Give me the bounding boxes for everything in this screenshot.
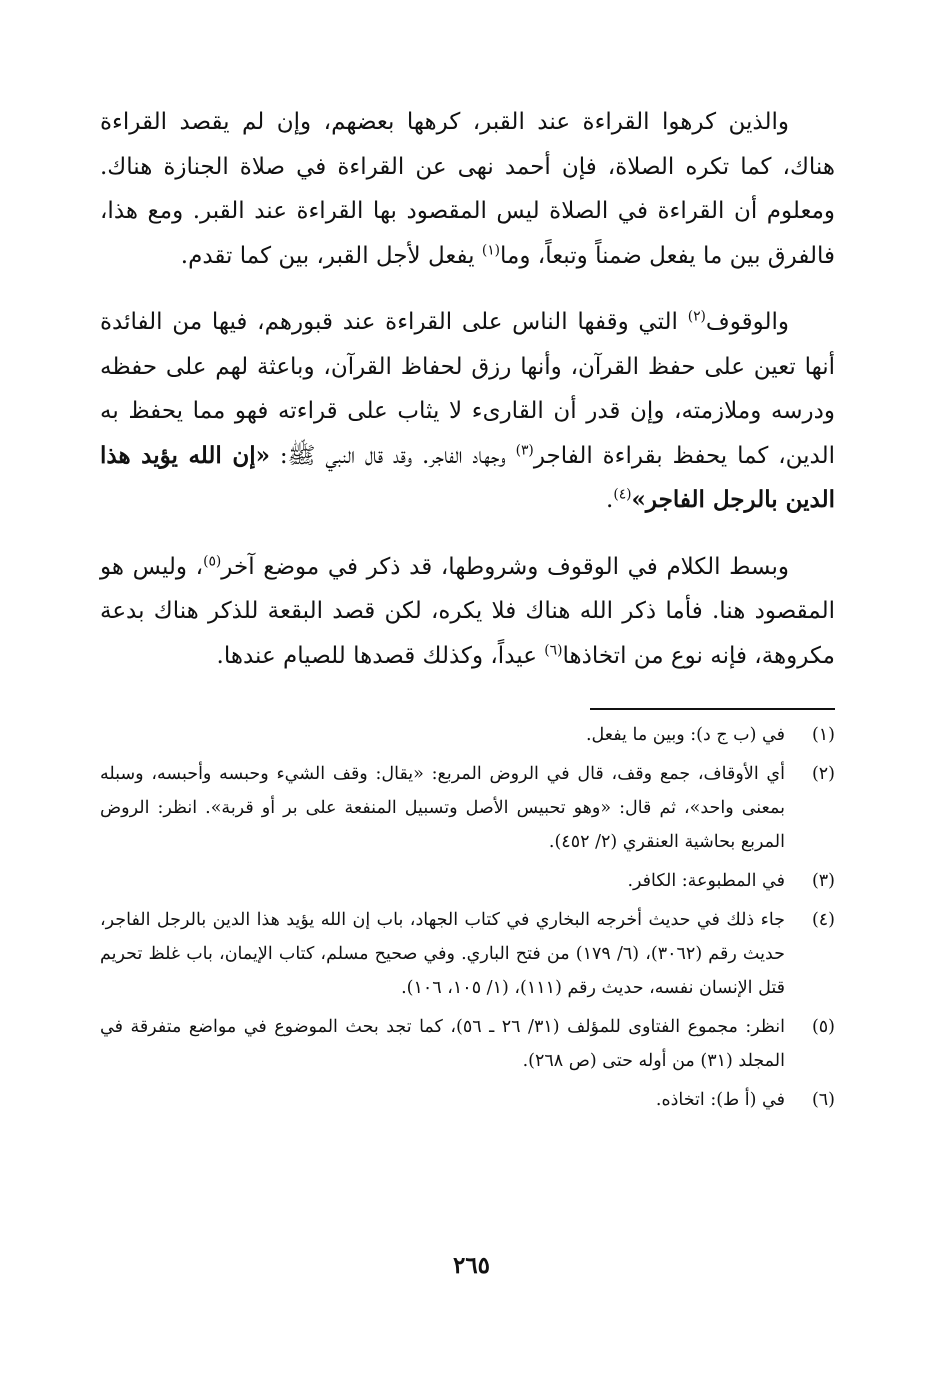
- paragraph-3-tail: عيداً، وكذلك قصدها للصيام عندها.: [216, 642, 545, 669]
- paragraph-2-text-2: وجهاد الفاجر. وقد قال النبي ﷺ:: [270, 442, 516, 469]
- footnote-3: [100, 864, 835, 898]
- footnote-text: جاء ذلك في حديث أخرجه البخاري في كتاب الجهاد، باب إن الله يؤيد هذا الدين بالرجل الفاجر، حديث رقم (٣٠٦٢)، (٦/ ١٧٩) من فتح الباري. وفي صحيح مسلم، كتاب الإيمان، باب غلظ تحريم قتل الإنسان نفسه، حديث رقم (١١١)، (١/ ١٠٥، ١٠٦).: [100, 910, 785, 998]
- footnote-4: [100, 903, 835, 1005]
- page-body: [100, 100, 835, 1122]
- paragraph-1: [100, 100, 835, 278]
- paragraph-2-text: التي وقفها الناس على القراءة عند قبورهم، فيها من الفائدة أنها تعين على حفظ القرآن، وأنها رزق لحفاظ القرآن، وباعثة لهم على حفظه ودرسه وملازمته، وإن قدر أن القارىء لا يثاب على قراءته فهو مما يحفظ به الدين، كما يحفظ بقراءة الفاجر: [100, 309, 835, 469]
- footnote-text: في (أ ط): اتخاذه.: [655, 1090, 785, 1110]
- paragraph-2-tail: .: [606, 487, 614, 513]
- footnote-ref-2: (٢): [687, 308, 706, 325]
- paragraph-3-text-2: ، وليس هو المقصود هنا. فأما ذكر الله هناك فلا يكره، لكن قصد البقعة للذكر هناك بدعة مكروهة، فإنه نوع من اتخاذها: [100, 553, 835, 669]
- paragraph-2: [100, 300, 835, 523]
- footnote-number: (٣): [811, 871, 835, 891]
- footnote-number: (٦): [811, 1090, 835, 1110]
- paragraph-1-tail: يفعل لأجل القبر، بين كما تقدم.: [180, 242, 482, 269]
- footnote-6: [100, 1083, 835, 1117]
- footnote-text: في (ب ج د): وبين ما يفعل.: [585, 725, 785, 745]
- footnote-5: [100, 1010, 835, 1078]
- footnote-number: (٥): [811, 1017, 835, 1037]
- footnote-ref-4: (٤): [613, 486, 632, 503]
- footnotes: [100, 718, 835, 1117]
- footnote-text: انظر: مجموع الفتاوى للمؤلف (٣١/ ٢٦ ـ ٥٦)، كما تجد بحث الموضوع في مواضع متفرقة في المجلد (٣١) من أوله حتى (ص ٢٦٨).: [100, 1017, 785, 1071]
- footnote-number: (٢): [811, 764, 835, 784]
- footnote-ref-5: (٥): [203, 552, 222, 569]
- page-number: ٢٦٥: [452, 1252, 491, 1279]
- footnote-number: (١): [811, 725, 835, 745]
- paragraph-3-text: وبسط الكلام في الوقوف وشروطها، قد ذكر في موضع آخر: [221, 553, 789, 580]
- footnote-ref-3: (٣): [515, 441, 534, 458]
- paragraph-2-lead: والوقوف: [705, 309, 789, 335]
- footnote-divider: [590, 708, 835, 710]
- paragraph-3: [100, 545, 835, 679]
- footnote-ref-6: (٦): [544, 641, 563, 658]
- hadith-quote: «إن الله يؤيد هذا الدين بالرجل الفاجر»: [100, 441, 835, 513]
- footnote-text: أي الأوقاف، جمع وقف، قال في الروض المربع: «يقال: وقف الشيء وحبسه وأحبسه، وسبله بمعنى واحد»، ثم قال: «وهو تحبيس الأصل وتسبيل المنفعة على بر أو قربة». انظر: الروض المربع بحاشية العنقري (٢/ ٤٥٢).: [100, 764, 785, 852]
- footnote-ref-1: (١): [481, 241, 501, 258]
- footnote-1: [100, 718, 835, 752]
- footnote-2: [100, 757, 835, 859]
- footnote-text: في المطبوعة: الكافر.: [627, 871, 785, 891]
- footnote-number: (٤): [811, 910, 835, 930]
- paragraph-1-text: والذين كرهوا القراءة عند القبر، كرهها بعضهم، وإن لم يقصد القراءة هناك، كما تكره الصلاة، فإن أحمد نهى عن القراءة في صلاة الجنازة هناك. ومعلوم أن القراءة في الصلاة ليس المقصود بها القراءة عند القبر. ومع هذا، فالفرق بين ما يفعل ضمناً وتبعاً، وما: [100, 109, 835, 269]
